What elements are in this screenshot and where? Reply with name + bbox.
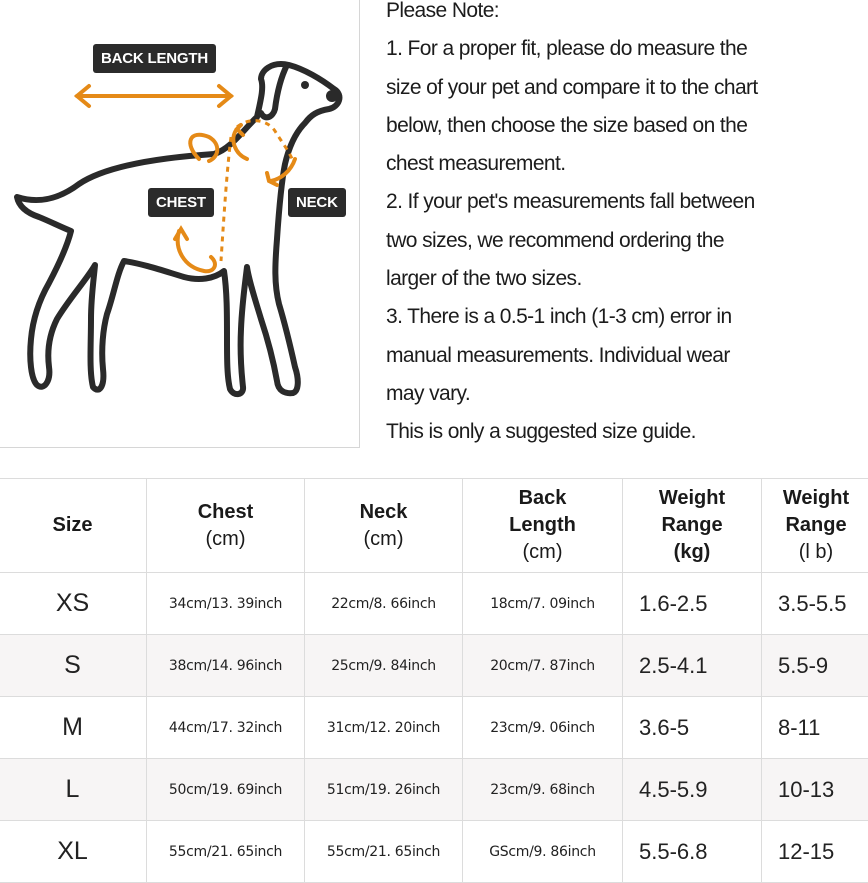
neck-cell: 25cm/9. 84inch bbox=[305, 635, 463, 697]
header-back-length: Back Length (cm) bbox=[463, 479, 623, 573]
chest-tag: CHEST bbox=[148, 188, 214, 217]
table-row bbox=[0, 697, 868, 759]
chest-cell: 38cm/14. 96inch bbox=[147, 635, 305, 697]
neck-cell: 22cm/8. 66inch bbox=[305, 573, 463, 635]
weight-lb-cell: 8-11 bbox=[762, 697, 868, 759]
chest-cell: 55cm/21. 65inch bbox=[147, 821, 305, 883]
header-weight-lb: Weight Range (l b) bbox=[762, 479, 868, 573]
table-row bbox=[0, 821, 868, 883]
note-line: 3. There is a 0.5-1 inch (1-3 cm) error in bbox=[386, 298, 856, 336]
note-line: larger of the two sizes. bbox=[386, 260, 856, 298]
neck-tag: NECK bbox=[288, 188, 346, 217]
back-length-tag: BACK LENGTH bbox=[93, 44, 216, 73]
neck-cell: 31cm/12. 20inch bbox=[305, 697, 463, 759]
size-cell: S bbox=[0, 635, 147, 697]
weight-kg-cell: 5.5-6.8 bbox=[623, 821, 762, 883]
back-cell: 23cm/9. 06inch bbox=[463, 697, 623, 759]
note-line: 1. For a proper fit, please do measure the bbox=[386, 30, 856, 68]
header-neck: Neck (cm) bbox=[305, 479, 463, 573]
please-note-section bbox=[386, 0, 856, 452]
table-header-row bbox=[0, 479, 868, 573]
neck-cell: 55cm/21. 65inch bbox=[305, 821, 463, 883]
header-weight-kg: Weight Range (kg) bbox=[623, 479, 762, 573]
weight-kg-cell: 2.5-4.1 bbox=[623, 635, 762, 697]
table-row bbox=[0, 635, 868, 697]
note-line: two sizes, we recommend ordering the bbox=[386, 222, 856, 260]
weight-lb-cell: 10-13 bbox=[762, 759, 868, 821]
size-cell: L bbox=[0, 759, 147, 821]
note-line: below, then choose the size based on the bbox=[386, 107, 856, 145]
note-line: manual measurements. Individual wear bbox=[386, 337, 856, 375]
header-chest: Chest (cm) bbox=[147, 479, 305, 573]
weight-lb-cell: 3.5-5.5 bbox=[762, 573, 868, 635]
note-line: size of your pet and compare it to the chart bbox=[386, 69, 856, 107]
weight-lb-cell: 5.5-9 bbox=[762, 635, 868, 697]
chest-cell: 34cm/13. 39inch bbox=[147, 573, 305, 635]
size-chart-table bbox=[0, 478, 868, 883]
table-row bbox=[0, 759, 868, 821]
size-cell: XS bbox=[0, 573, 147, 635]
header-size: Size bbox=[0, 479, 147, 573]
weight-kg-cell: 3.6-5 bbox=[623, 697, 762, 759]
note-line: 2. If your pet's measurements fall between bbox=[386, 183, 856, 221]
measurement-diagram bbox=[0, 0, 360, 448]
back-cell: 20cm/7. 87inch bbox=[463, 635, 623, 697]
weight-kg-cell: 1.6-2.5 bbox=[623, 573, 762, 635]
back-cell: 23cm/9. 68inch bbox=[463, 759, 623, 821]
chest-cell: 44cm/17. 32inch bbox=[147, 697, 305, 759]
note-line: This is only a suggested size guide. bbox=[386, 413, 856, 451]
weight-kg-cell: 4.5-5.9 bbox=[623, 759, 762, 821]
back-cell: GScm/9. 86inch bbox=[463, 821, 623, 883]
weight-lb-cell: 12-15 bbox=[762, 821, 868, 883]
table-row bbox=[0, 573, 868, 635]
size-cell: M bbox=[0, 697, 147, 759]
neck-cell: 51cm/19. 26inch bbox=[305, 759, 463, 821]
note-line: chest measurement. bbox=[386, 145, 856, 183]
size-cell: XL bbox=[0, 821, 147, 883]
chest-cell: 50cm/19. 69inch bbox=[147, 759, 305, 821]
note-line: may vary. bbox=[386, 375, 856, 413]
back-cell: 18cm/7. 09inch bbox=[463, 573, 623, 635]
note-title: Please Note: bbox=[386, 0, 856, 30]
